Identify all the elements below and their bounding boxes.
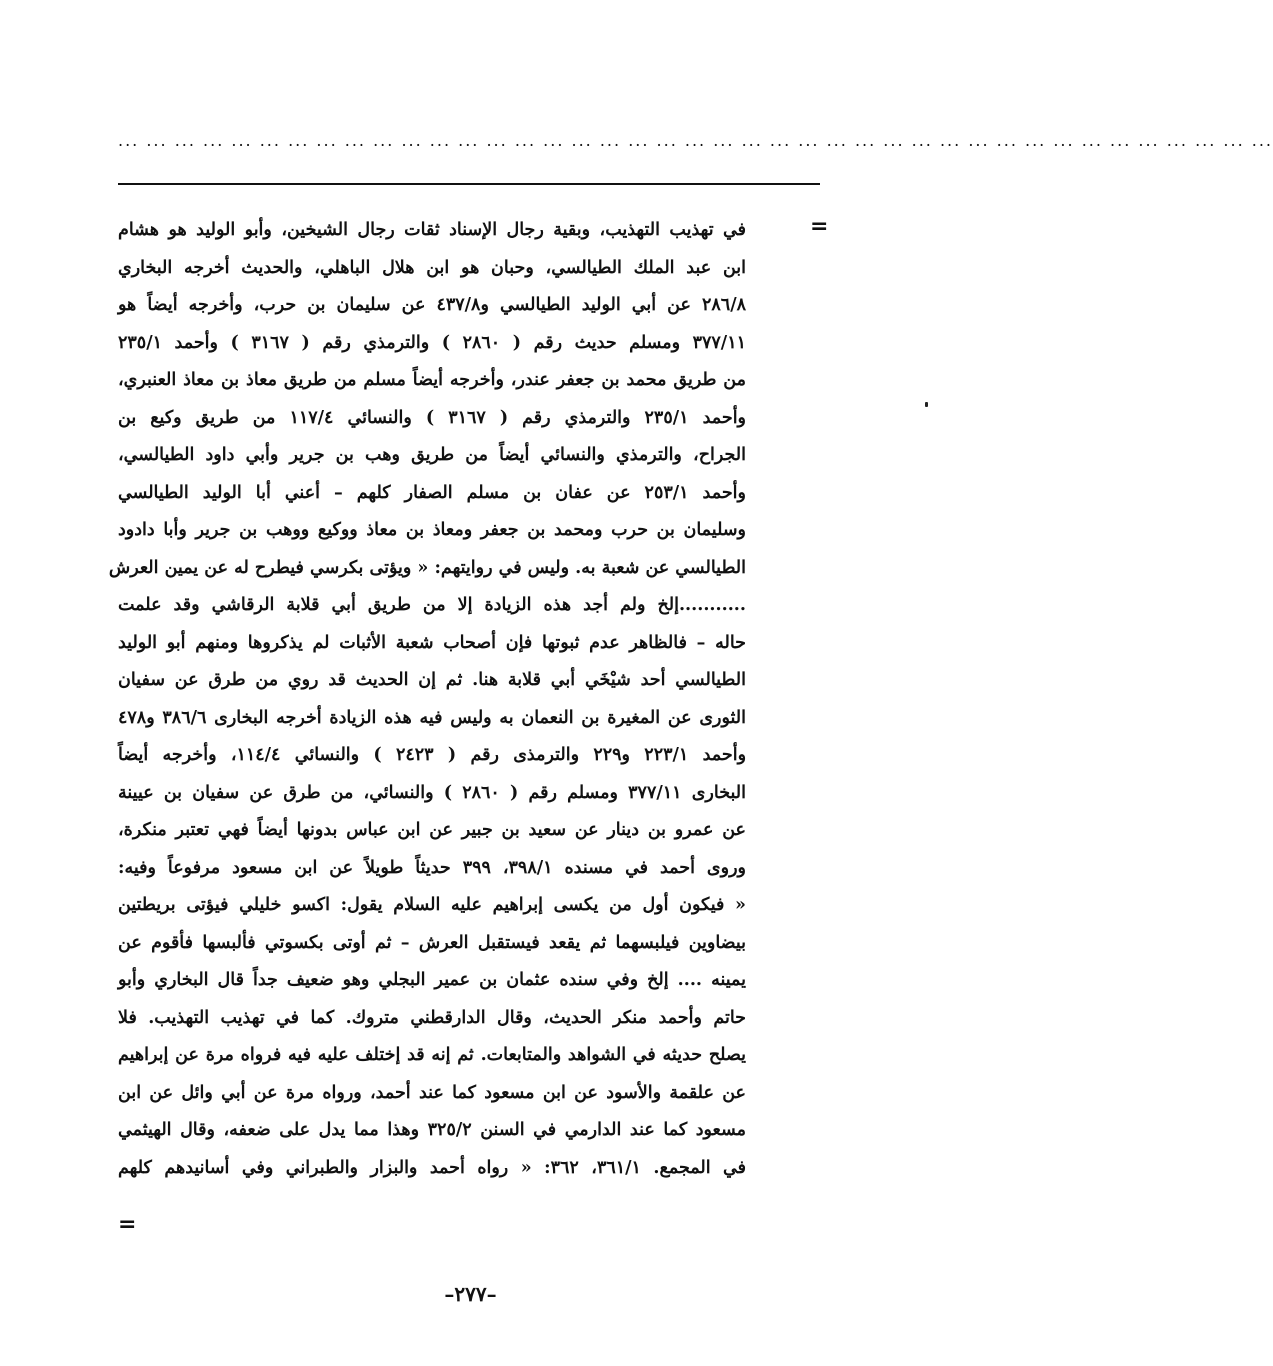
footnote-separator-line xyxy=(118,183,820,185)
footnote-line: ...........إلخ ولم أجد هذه الزيادة إلا من طريق أبي قلابة الرقاشي وقد علمت xyxy=(118,595,746,615)
footnote-line: « فيكون أول من يكسى إبراهيم عليه السلام يقول: اكسو خليلي فيؤتى بريطتين xyxy=(118,895,746,915)
footnote-line: الجراح، والترمذي والنسائي أيضاً من طريق وهب بن جرير وأبي داود الطيالسي، xyxy=(118,445,746,465)
footnote-line: عن علقمة والأسود عن ابن مسعود كما عند أحمد، ورواه مرة عن أبي وائل عن ابن xyxy=(118,1082,746,1103)
footnote-line: وروى أحمد في مسنده ٣٩٨/١، ٣٩٩ حديثاً طويلاً عن ابن مسعود مرفوعاً وفيه: xyxy=(118,857,746,878)
footnote-line: وأحمد ٢٥٣/١ عن عفان بن مسلم الصفار كلهم – أعني أبا الوليد الطيالسي xyxy=(118,482,746,503)
footnote-line: الطيالسي أحد شيْخَي أبي قلابة هنا. ثم إن الحديث قد روي من طرق عن سفيان xyxy=(118,670,746,690)
footnote-line: ٢٨٦/٨ عن أبي الوليد الطيالسي و٤٣٧/٨ عن سليمان بن حرب، وأخرجه أيضاً هو xyxy=(118,295,746,315)
footnote-line: وأحمد ٢٣٥/١ والترمذي رقم ( ٣١٦٧ ) والنسائي ١١٧/٤ من طريق وكيع بن xyxy=(118,407,747,428)
footnote-line: يمينه .... إلخ وفي سنده عثمان بن عمير البجلي وهو ضعيف جداً قال البخاري وأبو xyxy=(118,970,746,990)
footnote-line: الثورى عن المغيرة بن النعمان به وليس فيه هذه الزيادة أخرجه البخارى ٣٨٦/٦ و٤٧٨ xyxy=(118,707,746,728)
stray-mark xyxy=(925,402,928,407)
footnote-line: مسعود كما عند الدارمي في السنن ٣٢٥/٢ وهذا مما يدل على ضعفه، وقال الهيثمي xyxy=(118,1120,746,1140)
footnote-line: حاله – فالظاهر عدم ثبوتها فإن أصحاب شعبة الأثبات لم يذكروها ومنهم أبو الوليد xyxy=(118,632,746,653)
footnote-line: في تهذيب التهذيب، وبقية رجال الإسناد ثقات رجال الشيخين، وأبو الوليد هو هشام xyxy=(118,220,746,240)
footnote-line: البخارى ٣٧٧/١١ ومسلم رقم ( ٢٨٦٠ ) والنسائي، من طرق عن سفيان بن عيينة xyxy=(118,782,746,803)
footnote-line: الطيالسي عن شعبة به. وليس في روايتهم: « ويؤتى بكرسي فيطرح له عن يمين العرش xyxy=(108,557,746,578)
continuation-mark-top: = xyxy=(810,214,829,239)
header-dotted-rule: ... ... ... ... ... ... ... ... ... ... ... ... ... ... ... ... ... ... ... ... ... ... ... ... ... ... ... ... ... ... ... ... ... ... ... ... ... ... ... ... ... xyxy=(118,131,1273,150)
footnote-line: وسليمان بن حرب ومحمد بن جعفر ومعاذ بن معاذ ووكيع ووهب بن جرير وأبا دادود xyxy=(118,520,746,540)
footnote-line: وأحمد ٢٢٣/١ و٢٢٩ والترمذى رقم ( ٢٤٢٣ ) والنسائي ١١٤/٤، وأخرجه أيضاً xyxy=(118,745,747,765)
footnote-line: يصلح حديثه في الشواهد والمتابعات. ثم إنه قد إختلف عليه فيه فرواه مرة عن إبراهيم xyxy=(118,1045,746,1065)
footnote-text-block xyxy=(108,212,747,1187)
footnote-line: في المجمع. ٣٦١/١، ٣٦٢: « رواه أحمد والبزار والطبراني وفي أسانيدهم كلهم xyxy=(118,1157,746,1178)
footnote-line: ابن عبد الملك الطيالسي، وحبان هو ابن هلال الباهلي، والحديث أخرجه البخاري xyxy=(118,257,746,278)
footnote-line: من طريق محمد بن جعفر عندر، وأخرجه أيضاً مسلم من طريق معاذ بن معاذ العنبري، xyxy=(118,370,746,390)
footnote-line: حاتم وأحمد منكر الحديث، وقال الدارقطني متروك. كما في تهذيب التهذيب. فلا xyxy=(118,1007,746,1028)
page-number: –٢٧٧– xyxy=(444,1282,497,1306)
footnote-line: ٣٧٧/١١ ومسلم حديث رقم ( ٢٨٦٠ ) والترمذي رقم ( ٣١٦٧ ) وأحمد ٢٣٥/١ xyxy=(118,332,746,353)
continuation-mark-bottom: = xyxy=(118,1212,137,1237)
footnote-line: عن عمرو بن دينار عن سعيد بن جبير عن ابن عباس بدونها أيضاً فهي تعتبر منكرة، xyxy=(118,820,746,840)
footnote-line: بيضاوين فيلبسهما ثم يقعد فيستقبل العرش – ثم أوتى بكسوتي فألبسها فأقوم عن xyxy=(118,932,746,953)
